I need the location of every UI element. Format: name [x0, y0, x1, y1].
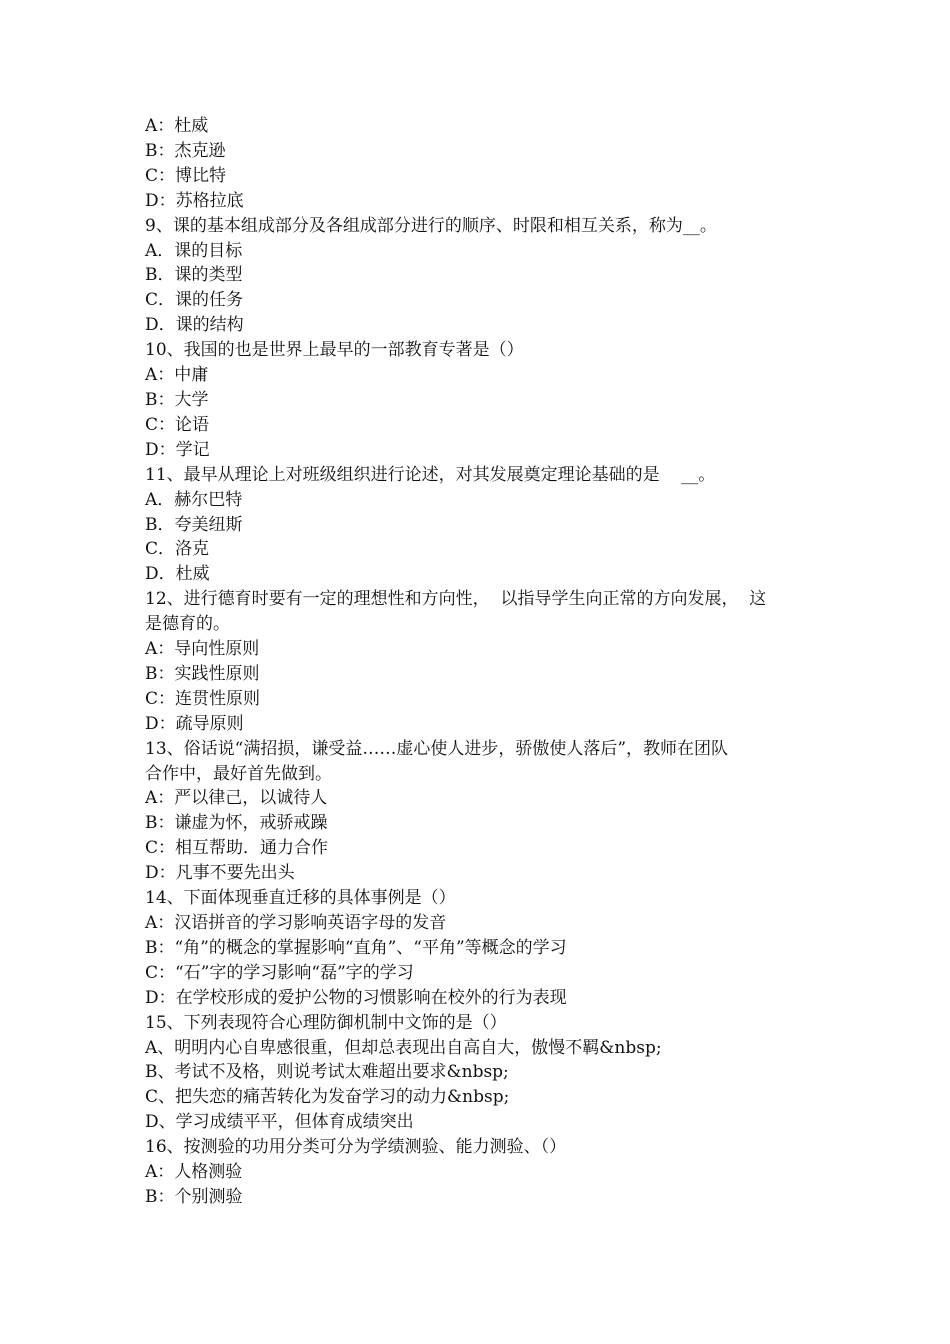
option-a: A：人格测验	[145, 1162, 243, 1183]
option-d: D：凡事不要先出头	[145, 863, 295, 884]
option-c: C：博比特	[145, 165, 227, 186]
option-d: D．课的结构	[145, 315, 244, 336]
option-a: A：汉语拼音的学习影响英语字母的发音	[145, 913, 447, 933]
option-c: C．课的任务	[145, 290, 244, 311]
option-b: B、考试不及格，则说考试太难超出要求&nbsp;	[145, 1062, 509, 1083]
question-13: 13、俗话说“满招损，谦受益……虚心使人进步，骄傲使人落后”，教师在团队	[145, 738, 729, 759]
option-d: D：在学校形成的爱护公物的习惯影响在校外的行为表现	[145, 987, 567, 1008]
question-10: 10、我国的也是世界上最早的一部教育专著是（）	[145, 340, 524, 361]
option-c: C：相互帮助．通力合作	[145, 838, 329, 859]
option-c: C：论语	[145, 414, 210, 435]
option-d: D：苏格拉底	[145, 190, 244, 211]
option-c: C．洛克	[145, 539, 210, 560]
option-a: A、明明内心自卑感很重，但却总表现出自高自大，傲慢不羁&nbsp;	[145, 1037, 662, 1058]
option-d: D．杜威	[145, 564, 210, 585]
option-c: C、把失恋的痛苦转化为发奋学习的动力&nbsp;	[145, 1087, 510, 1108]
exam-text	[145, 114, 815, 1210]
option-b: B：杰克逊	[145, 140, 226, 161]
option-c: C：“石”字的学习影响“磊”字的学习	[145, 962, 414, 983]
question-16: 16、按测验的功用分类可分为学绩测验、能力测验、（）	[145, 1137, 567, 1158]
question-12: 12、进行德育时要有一定的理想性和方向性， 以指导学生向正常的方向发展， 这	[145, 589, 767, 610]
option-b: B：个别测验	[145, 1186, 243, 1207]
option-b: B．课的类型	[145, 265, 243, 286]
option-a: A：严以律己，以诚待人	[145, 788, 328, 809]
option-a: A：中庸	[145, 365, 209, 386]
option-d: D：疏导原则	[145, 713, 244, 734]
option-d: D、学习成绩平平，但体育成绩突出	[145, 1112, 414, 1133]
option-b: B：谦虚为怀，戒骄戒躁	[145, 813, 328, 834]
option-b: B：大学	[145, 389, 209, 410]
option-a: A．赫尔巴特	[145, 489, 243, 510]
option-a: A：杜威	[145, 116, 209, 136]
question-9: 9、课的基本组成部分及各组成部分进行的顺序、时限和相互关系，称为__。	[145, 215, 717, 236]
option-c: C：连贯性原则	[145, 688, 261, 709]
question-13-continued: 合作中，最好首先做到。	[145, 763, 332, 784]
option-b: B：“角”的概念的掌握影响“直角”、“平角”等概念的学习	[145, 937, 567, 958]
option-a: A．课的目标	[145, 240, 243, 261]
option-b: B：实践性原则	[145, 663, 260, 684]
question-11: 11、最早从理论上对班级组织进行论述，对其发展奠定理论基础的是 __。	[145, 464, 716, 485]
option-d: D：学记	[145, 439, 210, 460]
question-14: 14、下面体现垂直迁移的具体事例是（）	[145, 888, 456, 909]
option-a: A：导向性原则	[145, 639, 260, 660]
question-15: 15、下列表现符合心理防御机制中文饰的是（）	[145, 1012, 507, 1033]
option-b: B．夸美纽斯	[145, 514, 243, 535]
question-12-continued: 是德育的。	[145, 614, 230, 635]
